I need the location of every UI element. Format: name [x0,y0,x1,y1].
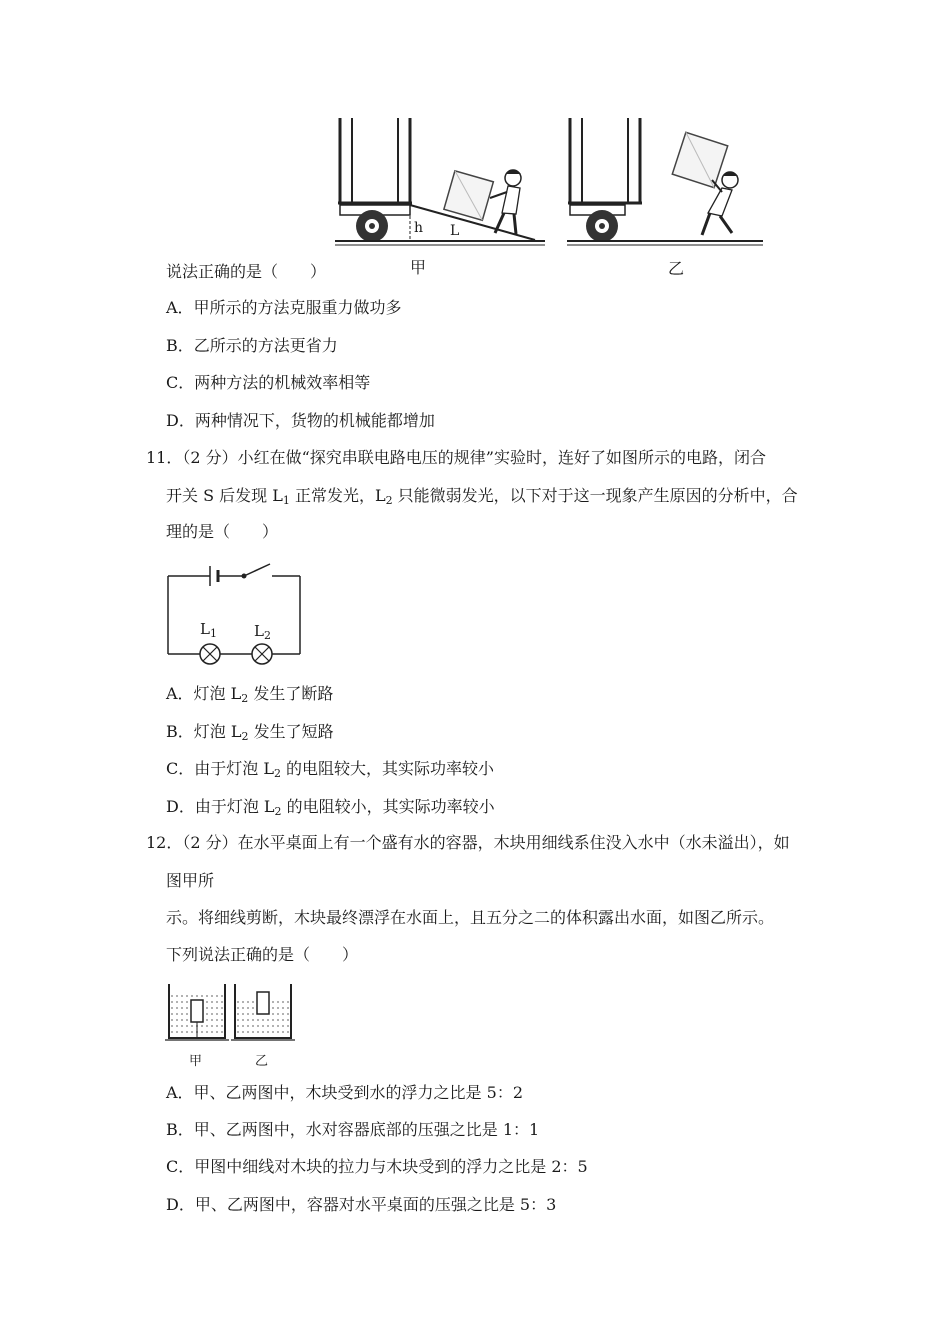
circuit-label-l1: $L_1$ [200,620,217,640]
q12-stem-line1: 12．（2 分）在水平桌面上有一个盛有水的容器，木块用细线系住没入水中（水未溢出），如 [146,833,790,852]
figure-label-yi: 乙 [668,259,685,278]
truck-right-illustration [567,118,763,245]
q11-option-a: A．灯泡 $L_2$ 发生了断路 [166,684,334,705]
floating-block-figure [165,980,295,1045]
wood-block-floating [257,992,269,1014]
q10-stem-end: 说法正确的是（ ） [166,262,327,281]
label-L: L [450,223,460,239]
q11-stem-line3: 理的是（ ） [166,522,279,541]
truck-loading-figure [330,118,770,283]
q11-option-b: B．灯泡 $L_2$ 发生了短路 [166,722,334,743]
q10-option-b: B．乙所示的方法更省力 [166,336,338,355]
truck-left-illustration [335,118,545,245]
series-circuit-figure [160,558,310,668]
q10-option-c: C．两种方法的机械效率相等 [166,373,371,392]
q12-stem-line3: 示。将细线剪断，木块最终漂浮在水面上，且五分之二的体积露出水面，如图乙所示。 [166,908,775,927]
figure-label-jia: 甲 [410,258,427,277]
q12-stem-line4: 下列说法正确的是（ ） [166,945,359,964]
q11-option-c: C．由于灯泡 $L_2$ 的电阻较大，其实际功率较小 [166,759,495,780]
q11-stem-line2: 开关 S 后发现 $L_1$ 正常发光，$L_2$ 只能微弱发光，以下对于这一现象产生原因的分析中，合 [166,486,798,507]
q12-stem-line2: 图甲所 [166,871,215,890]
q11-stem-line1: 11．（2 分）小红在做“探究串联电路电压的规律”实验时，连好了如图所示的电路，闭合 [146,448,766,467]
q11-option-d: D．由于灯泡 $L_2$ 的电阻较小，其实际功率较小 [166,797,495,818]
circuit-label-l2: $L_2$ [254,622,271,642]
figure2-label-yi: 乙 [255,1054,269,1069]
figure2-label-jia: 甲 [189,1054,203,1069]
q12-option-d: D．甲、乙两图中，容器对水平桌面的压强之比是 5：3 [166,1195,557,1214]
q12-option-c: C．甲图中细线对木块的拉力与木块受到的浮力之比是 2：5 [166,1157,588,1176]
label-h: h [414,220,424,236]
q10-option-d: D．两种情况下，货物的机械能都增加 [166,411,435,430]
wood-block-submerged [191,1000,203,1022]
q12-option-a: A．甲、乙两图中，木块受到水的浮力之比是 5：2 [166,1083,524,1102]
q12-option-b: B．甲、乙两图中，水对容器底部的压强之比是 1：1 [166,1120,540,1139]
q10-option-a: A．甲所示的方法克服重力做功多 [166,298,402,317]
